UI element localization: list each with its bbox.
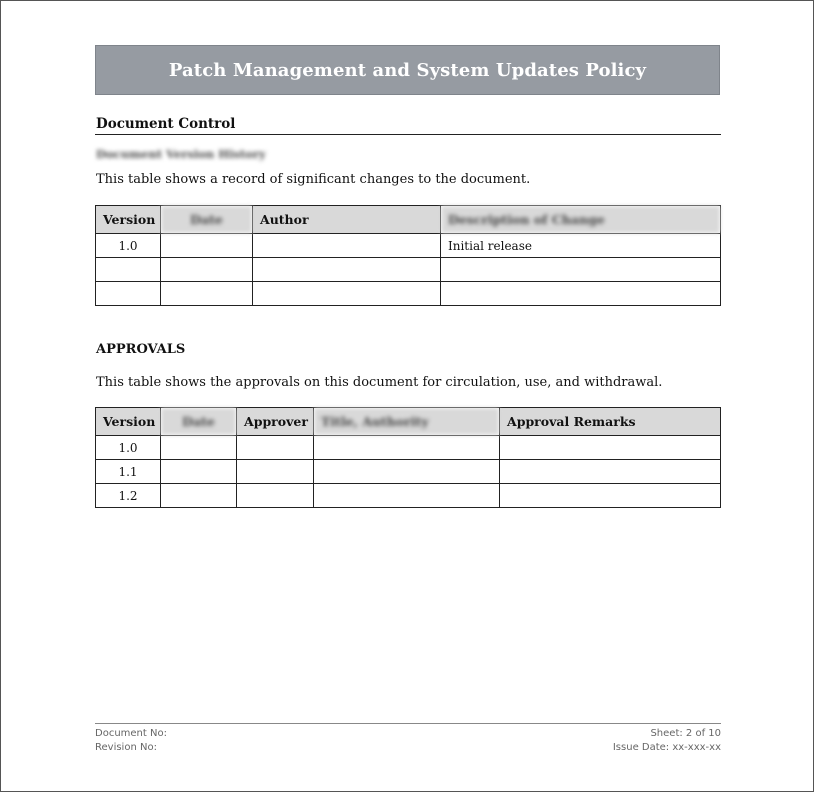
cell-version [96, 282, 161, 306]
cell-version: 1.1 [96, 460, 161, 484]
table-row [96, 484, 721, 508]
cell-date [161, 436, 237, 460]
cell-version [96, 258, 161, 282]
version-history-table [95, 205, 721, 306]
column-header-author: Author [253, 206, 441, 234]
cell-date [161, 484, 237, 508]
cell-approver [237, 436, 314, 460]
footer-sheet: Sheet: 2 of 10 [650, 728, 721, 739]
cell-version: 1.0 [96, 234, 161, 258]
approvals-heading: APPROVALS [96, 342, 186, 357]
cell-description [441, 258, 721, 282]
column-header-approver: Approver [237, 408, 314, 436]
table-header-row [96, 206, 721, 234]
cell-approval-remarks [500, 436, 721, 460]
footer-document-no: Document No: [95, 728, 167, 739]
column-header-description: Description of Change [441, 206, 721, 234]
table-header-row [96, 408, 721, 436]
page-footer [95, 723, 721, 755]
cell-author [253, 234, 441, 258]
approvals-intro: This table shows the approvals on this document for circulation, use, and withdrawal. [96, 375, 663, 390]
table-row [96, 282, 721, 306]
cell-approval-remarks [500, 460, 721, 484]
column-header-version: Version [96, 206, 161, 234]
cell-version: 1.0 [96, 436, 161, 460]
cell-title-authority [314, 436, 500, 460]
cell-description [441, 282, 721, 306]
table-row [96, 460, 721, 484]
cell-description: Initial release [441, 234, 721, 258]
table-row [96, 436, 721, 460]
document-title: Patch Management and System Updates Policy [168, 59, 647, 81]
document-control-heading: Document Control [96, 116, 236, 132]
title-banner [95, 45, 720, 95]
cell-author [253, 258, 441, 282]
column-header-date: Date [161, 408, 237, 436]
table-row [96, 234, 721, 258]
cell-date [161, 282, 253, 306]
column-header-date: Date [161, 206, 253, 234]
cell-date [161, 234, 253, 258]
column-header-version: Version [96, 408, 161, 436]
cell-date [161, 460, 237, 484]
cell-approver [237, 460, 314, 484]
cell-author [253, 282, 441, 306]
column-header-title-authority: Title, Authority [314, 408, 500, 436]
column-header-approval-remarks: Approval Remarks [500, 408, 721, 436]
cell-approver [237, 484, 314, 508]
approvals-table [95, 407, 721, 508]
version-history-label: Document Version History [96, 147, 266, 161]
cell-approval-remarks [500, 484, 721, 508]
cell-title-authority [314, 484, 500, 508]
heading-rule [95, 134, 721, 135]
table-row [96, 258, 721, 282]
footer-revision-no: Revision No: [95, 742, 157, 753]
footer-issue-date: Issue Date: xx-xxx-xx [612, 742, 721, 753]
cell-date [161, 258, 253, 282]
version-history-intro: This table shows a record of significant changes to the document. [96, 172, 531, 187]
cell-version: 1.2 [96, 484, 161, 508]
cell-title-authority [314, 460, 500, 484]
